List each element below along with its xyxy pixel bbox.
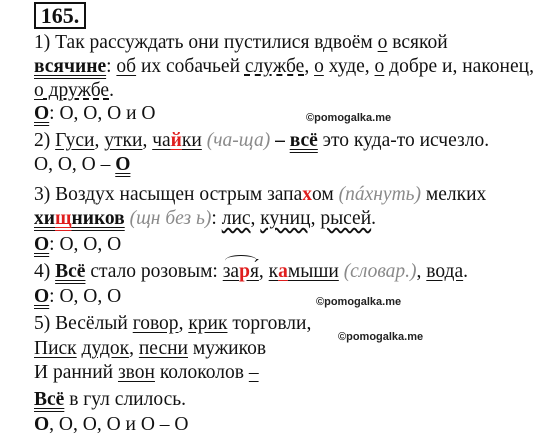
text-line-4 <box>34 129 489 153</box>
spelling-note: (пáхнуть) <box>338 184 422 205</box>
text: в гул слилось. <box>64 389 186 410</box>
homogeneous-member: мыши <box>287 261 339 282</box>
scheme-line-4 <box>34 285 121 309</box>
generalizing-word: Всё <box>34 389 65 410</box>
text: это куда-то исчезло. <box>317 130 490 151</box>
generalizing-word: всё <box>289 130 318 151</box>
preposition: об <box>116 56 137 77</box>
subject: утки <box>104 130 143 151</box>
preposition: о <box>374 56 385 77</box>
subject: звон <box>117 362 155 383</box>
spelling-note: (словар.) <box>338 261 417 282</box>
preposition: о <box>377 32 388 53</box>
text: добре и, наконец, <box>384 56 534 77</box>
text: 4) <box>34 261 56 282</box>
scheme-line-5 <box>34 413 189 437</box>
spelling-note: (ча-ща) <box>201 130 271 151</box>
scheme-generalizing: О <box>34 234 50 255</box>
subject: дудок <box>81 338 130 359</box>
scheme-text: : О, О, О и О <box>49 103 156 124</box>
text: стало розовым <box>85 261 213 282</box>
scheme-line-1 <box>34 102 155 126</box>
scheme-text: О, О, О – <box>34 154 116 175</box>
text: , <box>304 56 315 77</box>
text: , <box>250 208 261 229</box>
text: худе, <box>323 56 375 77</box>
scheme-line-3 <box>34 233 121 257</box>
generalizing-word: Всё <box>55 261 86 282</box>
subject: Писк <box>34 338 77 359</box>
text: И ранний <box>34 362 118 383</box>
text: 2) <box>34 130 56 151</box>
homogeneous-member: службе <box>244 56 305 77</box>
text-line-8 <box>34 312 311 336</box>
exercise-number: 165. <box>34 2 86 29</box>
homogeneous-member: куниц <box>260 208 311 229</box>
text: 5) Весёлый <box>34 313 133 334</box>
text: , <box>310 208 321 229</box>
homogeneous-member: лис <box>221 208 251 229</box>
text-line-6 <box>34 207 376 231</box>
scheme-text: , О, О, О и О – О <box>49 414 189 435</box>
word-part: за <box>222 261 240 282</box>
text: их собачьей <box>136 56 245 77</box>
text-line-9 <box>34 337 266 361</box>
scheme-text: : О, О, О <box>49 286 122 307</box>
spelling-note: (щн без ь) <box>124 208 212 229</box>
homogeneous-member: рысей <box>320 208 372 229</box>
scheme-line-2 <box>34 153 130 177</box>
subject: Гуси <box>55 130 95 151</box>
text: : <box>211 208 222 229</box>
text: 1) Так рассуждать они пустилися вдвоём <box>34 32 378 53</box>
text: , <box>94 130 105 151</box>
preposition: о <box>314 56 324 77</box>
spelling-letter: р <box>239 261 250 282</box>
text: , <box>142 130 153 151</box>
watermark: ©pomogalka.me <box>306 112 392 124</box>
spelling-letter: щ <box>55 208 72 229</box>
homogeneous-member: к <box>268 261 279 282</box>
text-line-7 <box>34 260 468 284</box>
text: : <box>106 56 117 77</box>
text: , <box>178 313 189 334</box>
text: . <box>463 261 468 282</box>
spelling-letter: х <box>302 184 313 205</box>
text-line-3 <box>34 79 114 103</box>
dash: – <box>248 362 259 383</box>
word-part: я́ <box>249 261 259 282</box>
text: . <box>109 80 114 101</box>
text-line-11 <box>34 388 186 412</box>
homogeneous-member: дружбе <box>43 80 110 101</box>
homogeneous-member: вода <box>426 261 464 282</box>
scheme-generalizing: О <box>34 103 50 124</box>
text: мужиков <box>187 338 267 359</box>
generalizing-word: ников <box>71 208 125 229</box>
text-line-1 <box>34 31 448 55</box>
preposition: о <box>34 80 44 101</box>
scheme-generalizing: О <box>34 286 50 307</box>
spelling-letter: а <box>278 261 288 282</box>
text: . <box>371 208 377 229</box>
homogeneous-member <box>223 260 259 284</box>
generalizing-word: всячине <box>34 56 107 77</box>
dash: – <box>270 130 290 151</box>
text: колоколов <box>154 362 249 383</box>
scheme-text: : О, О, О <box>49 234 122 255</box>
text: , <box>258 261 269 282</box>
spelling-letter: й <box>170 130 182 151</box>
subject: говор <box>132 313 179 334</box>
subject: ча <box>152 130 171 151</box>
scheme-generalizing: О <box>115 154 131 175</box>
text: : <box>212 261 223 282</box>
subject: песни <box>138 338 188 359</box>
watermark: ©pomogalka.me <box>338 331 424 343</box>
text: , <box>129 338 139 359</box>
generalizing-word: хи <box>34 208 55 229</box>
scheme-generalizing: О <box>34 414 50 435</box>
subject: крик <box>188 313 228 334</box>
text-line-5 <box>34 183 486 207</box>
text: 3) Воздух насыщен острым запа <box>34 184 303 205</box>
text: всякой <box>387 32 448 53</box>
subject: ки <box>181 130 202 151</box>
text-line-10 <box>34 361 259 385</box>
watermark: ©pomogalka.me <box>316 296 402 308</box>
text: ом <box>312 184 339 205</box>
text-line-2 <box>34 55 534 79</box>
text: , <box>416 261 427 282</box>
text: мелких <box>421 184 487 205</box>
text: торговли, <box>227 313 312 334</box>
